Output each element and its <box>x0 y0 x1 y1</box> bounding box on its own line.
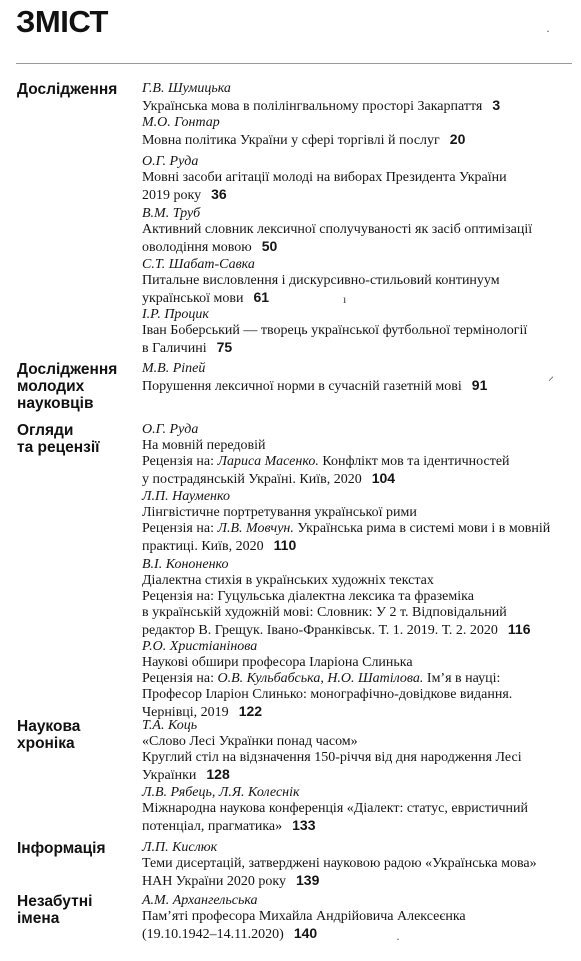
section-label-information: Інформація <box>17 840 106 857</box>
entry-title-line: (19.10.1942–14.11.2020) <box>142 927 284 942</box>
review-line: Українська рима в системі мови і в мовній <box>297 521 551 536</box>
review-line: Гуцульська діалектна лексика та фраземіка <box>217 589 474 604</box>
toc-entry <box>142 718 562 784</box>
page-number: 50 <box>261 238 278 254</box>
entry-title-line: Пам’яті професора Михайла Андрійовича Алексеєнка <box>142 909 466 924</box>
entry-author: М.В. Ріпей <box>142 361 206 376</box>
review-line: редактор В. Грещук. Івано-Франківськ. Т. 1. 2019. Т. 2. 2020 <box>142 623 498 638</box>
entry-author: Л.В. Рябець, Л.Я. Колеснік <box>142 785 300 800</box>
entry-title-line: Міжнародна наукова конференція «Діалект: статус, евристичний <box>142 801 529 816</box>
entry-title-line: Українки <box>142 768 197 783</box>
toc-entry <box>142 557 562 639</box>
entry-author: Л.П. Кислюк <box>142 840 218 855</box>
entry-author: В.М. Труб <box>142 206 201 221</box>
entry-title: Українська мова в полілінгвальному просторі Закарпаття <box>142 99 483 114</box>
entry-title-line: потенціал, прагматика» <box>142 819 283 834</box>
page-number: 128 <box>206 766 230 782</box>
page-number: 140 <box>293 925 318 941</box>
page-number: 104 <box>371 470 396 486</box>
review-line: практиці. Київ, 2020 <box>142 539 264 554</box>
title-divider <box>16 63 572 64</box>
entry-author: І.Р. Процик <box>142 307 209 322</box>
page-number: 116 <box>507 621 531 637</box>
section-label-young-researchers: Дослідження молодих науковців <box>17 361 118 412</box>
toc-entry <box>142 785 562 835</box>
review-line: Ім’я в науці: <box>426 671 501 686</box>
entry-author: О.Г. Руда <box>142 154 199 169</box>
entry-title: Порушення лексичної норми в сучасній газетній мові <box>142 379 462 394</box>
review-line: в українській художній мові: Словник: У 2 т. Відповідальний <box>142 605 507 620</box>
page-number: 139 <box>296 872 320 888</box>
page-number: 133 <box>292 817 316 833</box>
section-label-chronicle: Наукова хроніка <box>17 718 81 752</box>
entry-title-line: Круглий стіл на відзначення 150-річчя від дня народження Лесі <box>142 750 522 765</box>
page-title: ЗМІСТ <box>16 4 108 39</box>
entry-author: О.Г. Руда <box>142 422 199 437</box>
toc-entry <box>142 206 562 256</box>
section-label-memorial: Незабутні імена <box>17 893 93 927</box>
section-label-reviews: Огляди та рецензії <box>17 422 100 456</box>
entry-author: Г.В. Шумицька <box>142 81 231 96</box>
review-prefix: Рецензія на: <box>142 454 218 469</box>
page-number: 110 <box>273 537 297 553</box>
entry-author: В.І. Кононенко <box>142 557 229 572</box>
entry-title-line: Іван Боберський — творець української футбольної термінології <box>142 323 528 338</box>
toc-entry <box>142 422 562 488</box>
review-prefix: Рецензія на: <box>142 589 218 604</box>
entry-author: Р.О. Христіанінова <box>142 639 258 654</box>
entry-author: Л.П. Науменко <box>142 489 230 504</box>
review-author: О.В. Кульбабська, Н.О. Шатілова. <box>217 671 424 686</box>
review-line: Професор Іларіон Слинько: монографічно-довідкове видання. <box>142 687 513 702</box>
section-label-research: Дослідження <box>17 81 118 98</box>
scan-speck: · <box>396 932 400 946</box>
entry-title-line: 2019 року <box>142 188 202 203</box>
page-number: 36 <box>211 186 227 202</box>
review-line: Чернівці, 2019 <box>142 705 229 720</box>
review-author: Л.В. Мовчун. <box>217 521 294 536</box>
toc-entry <box>142 361 562 395</box>
toc-entry <box>142 115 562 149</box>
entry-title: Діалектна стихія в українських художніх текстах <box>142 573 434 588</box>
entry-title-line: української мови <box>142 291 244 306</box>
toc-entry <box>142 639 562 721</box>
entry-title-line: «Слово Лесі Українки понад часом» <box>142 734 358 749</box>
entry-title: Мовна політика України у сфері торгівлі й послуг <box>142 133 440 148</box>
entry-title: На мовній передовій <box>142 438 266 453</box>
toc-entry <box>142 257 562 307</box>
page-number: 91 <box>471 377 488 393</box>
entry-title-line: Питальне висловлення і дискурсивно-стильовий континуум <box>142 273 500 288</box>
toc-entry <box>142 489 562 555</box>
review-line: Конфлікт мов та ідентичностей <box>322 454 510 469</box>
entry-title: Наукові обшири професора Іларіона Слинька <box>142 655 413 670</box>
entry-author: С.Т. Шабат-Савка <box>142 257 255 272</box>
toc-entry <box>142 154 562 204</box>
entry-title-line: Мовні засоби агітації молоді на виборах Президента України <box>142 170 507 185</box>
page-number: 61 <box>253 289 270 305</box>
page-number: 122 <box>238 703 263 719</box>
entry-title-line: Активний словник лексичної сполучуваності як засіб оптимізації <box>142 222 533 237</box>
scan-speck: ı <box>343 292 347 306</box>
review-author: Ларисa Масенко. <box>217 454 319 469</box>
scan-speck: · <box>546 24 550 38</box>
toc-entry <box>142 307 562 357</box>
toc-entry <box>142 893 562 943</box>
entry-title-line: Теми дисертацій, затверджені науковою радою «Українська мова» <box>142 856 537 871</box>
entry-author: М.О. Гонтар <box>142 115 220 130</box>
entry-title-line: НАН України 2020 року <box>142 874 287 889</box>
review-prefix: Рецензія на: <box>142 521 218 536</box>
page-number: 20 <box>449 131 466 147</box>
entry-author: А.М. Архангельська <box>142 893 258 908</box>
review-line: у пострадянській Україні. Київ, 2020 <box>142 472 362 487</box>
toc-entry <box>142 840 562 890</box>
entry-title-line: оволодіння мовою <box>142 240 252 255</box>
scan-speck: ⸍ <box>548 374 555 388</box>
entry-title-line: в Галичині <box>142 341 207 356</box>
page-number: 3 <box>492 97 501 113</box>
entry-title: Лінгвістичне портретування української рими <box>142 505 417 520</box>
entry-author: Т.А. Коць <box>142 718 198 733</box>
toc-entry <box>142 81 562 115</box>
review-prefix: Рецензія на: <box>142 671 218 686</box>
page-number: 75 <box>216 339 233 355</box>
